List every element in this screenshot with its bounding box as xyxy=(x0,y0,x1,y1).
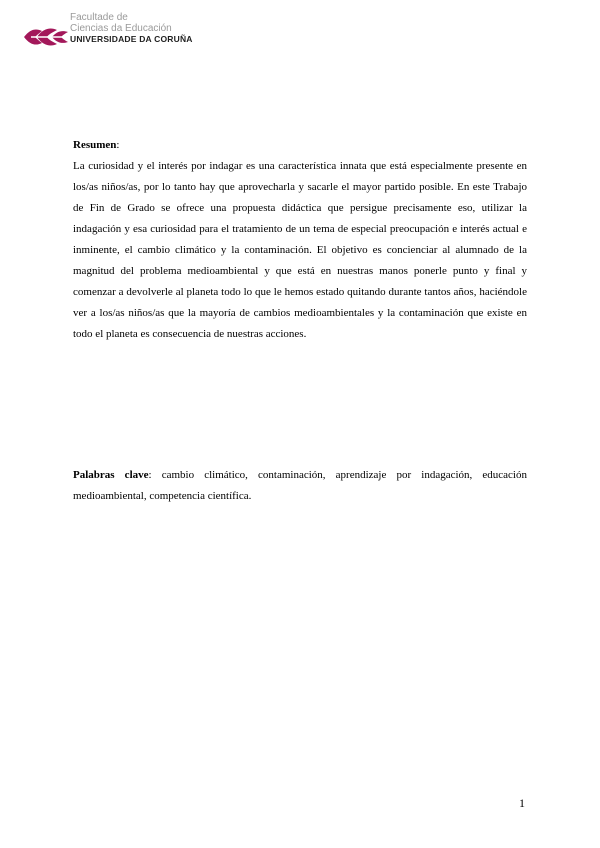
institution-name xyxy=(70,12,193,45)
keywords-section xyxy=(73,465,527,507)
abstract-heading-label: Resumen xyxy=(73,139,117,151)
keywords-label: Palabras clave xyxy=(73,469,149,481)
faculty-line-2: Ciencias da Educación xyxy=(70,23,172,34)
abstract-section xyxy=(73,135,527,345)
university-name: UNIVERSIDADE DA CORUÑA xyxy=(70,34,193,44)
abstract-heading-colon: : xyxy=(116,139,120,151)
keywords-text: cambio climático, contaminación, aprendizaje por indagación, educación medioambiental, competencia científica. xyxy=(73,469,527,502)
abstract-body: La curiosidad y el interés por indagar es una característica innata que está especialmente presente en los/as niños/as, por lo tanto hay que aprovecharla y sacarle el mayor partido posible. En este Trabajo de Fin de Grado se ofrece una propuesta didáctica que persigue precisamente eso, utilizar la indagación y esa curiosidad para el tratamiento de un tema de especial preocupación e interés actual e inminente, el cambio climático y la contaminación. El objetivo es concienciar al alumnado de la magnitud del problema medioambiental y que está en nuestras manos ponerle punto y final y comenzar a devolverle al planeta todo lo que le hemos estado quitando durante tantos años, haciéndole ver a los/as niños/as que la mayoría de cambios medioambientales y la contaminación que existe en todo el planeta es consecuencia de nuestras acciones. xyxy=(73,160,527,340)
university-logo-icon xyxy=(24,27,68,47)
abstract-heading xyxy=(73,135,527,156)
page-number: 1 xyxy=(519,796,525,810)
faculty-line-1: Facultade de xyxy=(70,12,128,23)
keywords-separator: : xyxy=(148,469,162,481)
